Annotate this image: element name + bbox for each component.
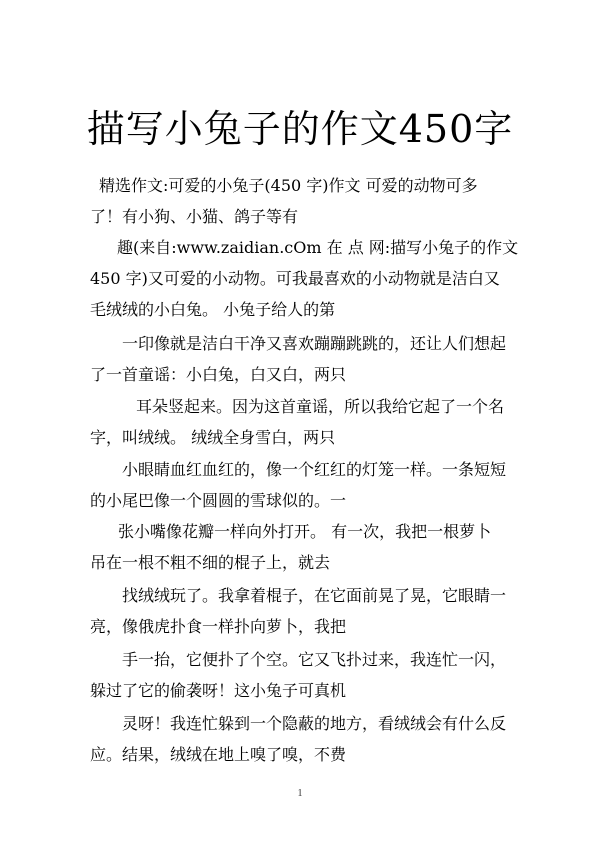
text-line: 了一首童谣：小白兔，白又白，两只: [90, 365, 347, 384]
text-line: 毛绒绒的小白兔。 小兔子给人的第: [90, 300, 336, 319]
text-line: 吊在一根不粗不细的棍子上，就去: [90, 553, 331, 572]
text-line: 耳朵竖起来。因为这首童谣，所以我给它起了一个名: [136, 397, 505, 416]
text-line: 亮，像俄虎扑食一样扑向萝卜，我把: [90, 617, 347, 636]
text-line: 灵呀！我连忙躲到一个隐蔽的地方，看绒绒会有什么反: [122, 714, 507, 733]
document-title: 描写小兔子的作文450字: [86, 107, 514, 151]
text-line: 小眼睛血红血红的，像一个红红的灯笼一样。一条短短: [122, 460, 507, 479]
text-line: 了！有小狗、小猫、鸽子等有: [90, 207, 299, 226]
text-line: 字，叫绒绒。 绒绒全身雪白，两只: [90, 428, 336, 447]
text-line: 的小尾巴像一个圆圆的雪球似的。一: [90, 491, 347, 510]
text-line: 精选作文:可爱的小兔子(450 字)作文 可爱的动物可多: [99, 176, 478, 195]
text-line: 躲过了它的偷袭呀！这小兔子可真机: [90, 681, 347, 700]
text-line: 手一抬，它便扑了个空。它又飞扑过来，我连忙一闪，: [122, 650, 507, 669]
text-line: 找绒绒玩了。我拿着棍子，在它面前晃了晃，它眼睛一: [122, 586, 507, 605]
text-line: 趣(来自:www.zaidian.cOm 在 点 网:描写小兔子的作文: [117, 238, 519, 257]
text-line: 450 字)又可爱的小动物。可我最喜欢的小动物就是洁白又: [90, 269, 500, 288]
text-line: 应。结果，绒绒在地上嗅了嗅，不费: [90, 745, 347, 764]
page-number: 1: [297, 788, 303, 799]
text-line: 张小嘴像花瓣一样向外打开。 有一次，我把一根萝卜: [118, 522, 492, 541]
text-line: 一印像就是洁白干净又喜欢蹦蹦跳跳的，还让人们想起: [122, 334, 507, 353]
